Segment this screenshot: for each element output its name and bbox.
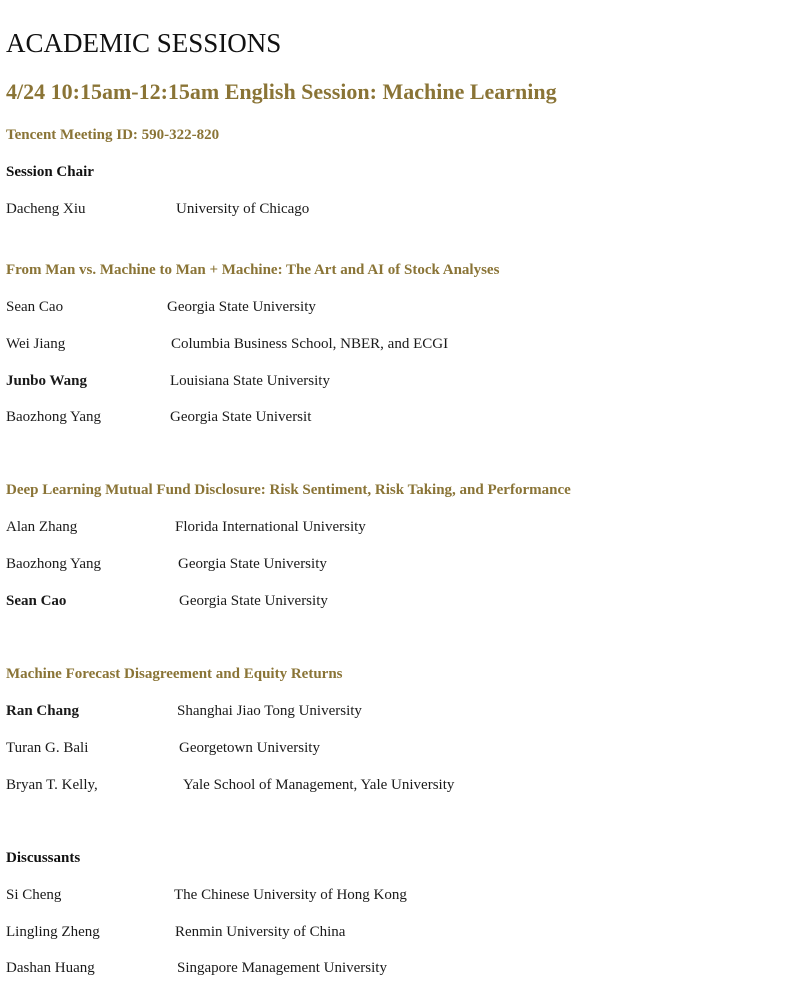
person-name: Baozhong Yang xyxy=(6,409,102,425)
paper-title: From Man vs. Machine to Man + Machine: The Art and AI of Stock Analyses xyxy=(6,262,500,278)
session-chair-label: Session Chair xyxy=(6,164,94,180)
person-affiliation: Georgetown University xyxy=(179,740,320,756)
person-affiliation: Yale School of Management, Yale University xyxy=(183,777,455,793)
person-name: Lingling Zheng xyxy=(6,924,100,940)
person-affiliation: The Chinese University of Hong Kong xyxy=(174,887,407,903)
person-affiliation: Florida International University xyxy=(175,519,366,535)
page-title: ACADEMIC SESSIONS xyxy=(6,28,282,58)
person-name: Sean Cao xyxy=(6,593,67,609)
person-affiliation: Georgia State University xyxy=(167,299,316,315)
paper-title: Deep Learning Mutual Fund Disclosure: Risk Sentiment, Risk Taking, and Performance xyxy=(6,482,571,498)
person-affiliation: Georgia State Universit xyxy=(170,409,312,425)
person-affiliation: Renmin University of China xyxy=(175,924,346,940)
person-affiliation: Shanghai Jiao Tong University xyxy=(177,703,362,719)
person-name: Wei Jiang xyxy=(6,336,66,352)
session-heading: 4/24 10:15am-12:15am English Session: Machine Learning xyxy=(6,79,557,104)
person-affiliation: University of Chicago xyxy=(176,201,310,217)
person-affiliation: Columbia Business School, NBER, and ECGI xyxy=(171,336,449,352)
person-name: Junbo Wang xyxy=(6,373,88,389)
discussants-label: Discussants xyxy=(6,850,81,866)
person-name: Bryan T. Kelly, xyxy=(6,777,98,793)
person-affiliation: Georgia State University xyxy=(179,593,328,609)
person-name: Si Cheng xyxy=(6,887,62,903)
person-affiliation: Georgia State University xyxy=(178,556,327,572)
person-name: Dacheng Xiu xyxy=(6,201,86,217)
person-affiliation: Singapore Management University xyxy=(177,960,387,976)
meeting-id: Tencent Meeting ID: 590-322-820 xyxy=(6,127,220,143)
person-affiliation: Louisiana State University xyxy=(170,373,330,389)
person-name: Sean Cao xyxy=(6,299,64,315)
person-name: Baozhong Yang xyxy=(6,556,102,572)
person-name: Ran Chang xyxy=(6,703,79,719)
paper-title: Machine Forecast Disagreement and Equity Returns xyxy=(6,666,343,682)
person-name: Dashan Huang xyxy=(6,960,95,976)
person-name: Alan Zhang xyxy=(6,519,78,535)
person-name: Turan G. Bali xyxy=(6,740,89,756)
